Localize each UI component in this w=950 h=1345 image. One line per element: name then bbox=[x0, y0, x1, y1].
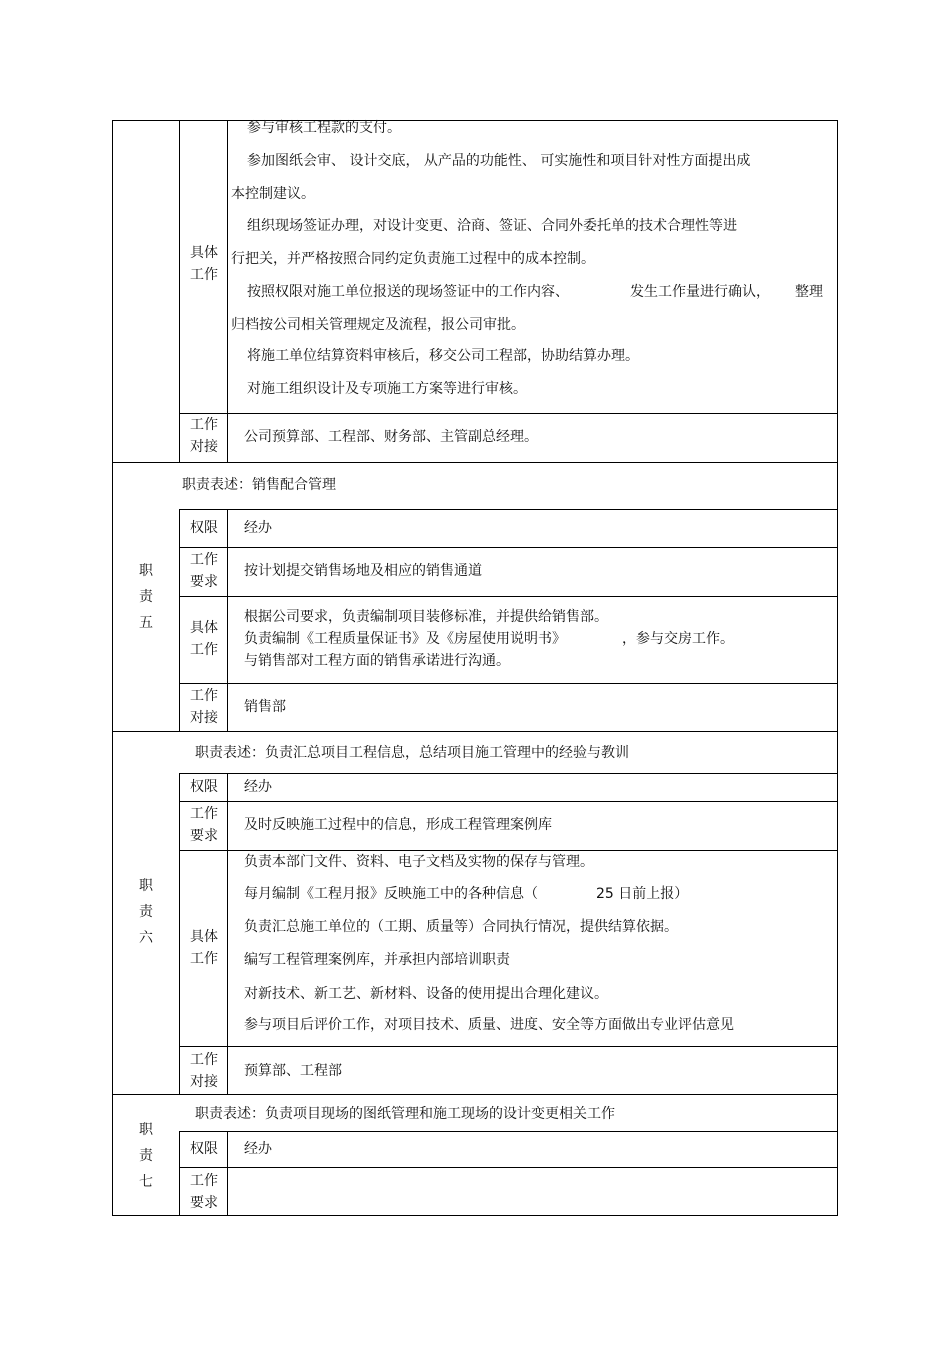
authority-value: 经办 bbox=[244, 520, 272, 536]
requirement-label: 工作 要求 bbox=[190, 1173, 218, 1211]
contact-label: 工作 对接 bbox=[190, 1052, 218, 1090]
contact-value: 公司预算部、工程部、财务部、主管副总经理。 bbox=[244, 429, 538, 445]
authority-value: 经办 bbox=[244, 1141, 272, 1157]
duty6-title: 职 责 六 bbox=[139, 878, 153, 946]
work-line: 将施工单位结算资料审核后，移交公司工程部，协助结算办理。 bbox=[247, 348, 639, 364]
work-line: 负责本部门文件、资料、电子文档及实物的保存与管理。 bbox=[244, 854, 594, 870]
requirement-value: 及时反映施工过程中的信息，形成工程管理案例库 bbox=[244, 817, 552, 833]
contact-value: 预算部、工程部 bbox=[244, 1063, 342, 1079]
work-line: 归档按公司相关管理规定及流程，报公司审批。 bbox=[231, 317, 525, 333]
work-label: 具体 工作 bbox=[190, 929, 218, 967]
work-line: 每月编制《工程月报》反映施工中的各种信息（ bbox=[244, 886, 538, 902]
work-line: 发生工作量进行确认， bbox=[630, 284, 770, 300]
requirement-label: 工作 要求 bbox=[190, 552, 218, 590]
work-line: 根据公司要求，负责编制项目装修标准，并提供给销售部。 bbox=[244, 609, 608, 625]
requirement-label: 工作 要求 bbox=[190, 806, 218, 844]
work-line: 与销售部对工程方面的销售承诺进行沟通。 bbox=[244, 653, 510, 669]
work-line: 组织现场签证办理，对设计变更、洽商、签证、合同外委托单的技术合理性等进 bbox=[247, 218, 737, 234]
authority-label: 权限 bbox=[190, 520, 218, 536]
duty7-desc: 职责表述：负责项目现场的图纸管理和施工现场的设计变更相关工作 bbox=[195, 1106, 615, 1122]
work-line: 本控制建议。 bbox=[231, 186, 315, 202]
work-line: 按照权限对施工单位报送的现场签证中的工作内容、 bbox=[247, 284, 569, 300]
requirement-value: 按计划提交销售场地及相应的销售通道 bbox=[244, 563, 482, 579]
work-line: 编写工程管理案例库，并承担内部培训职责 bbox=[244, 952, 510, 968]
work-line: 行把关，并严格按照合同约定负责施工过程中的成本控制。 bbox=[231, 251, 595, 267]
authority-label: 权限 bbox=[190, 779, 218, 795]
work-label: 具体 工作 bbox=[190, 245, 218, 283]
duty5-title: 职 责 五 bbox=[139, 563, 153, 631]
duty7-title: 职 责 七 bbox=[139, 1122, 153, 1190]
contact-value: 销售部 bbox=[244, 699, 286, 715]
authority-label: 权限 bbox=[190, 1141, 218, 1157]
work-line: 25 日前上报） bbox=[596, 886, 689, 902]
contact-label: 工作 对接 bbox=[190, 417, 218, 455]
work-line: 参与审核工程款的支付。 bbox=[247, 120, 401, 136]
work-line: 整理 bbox=[795, 284, 823, 300]
work-line: 对施工组织设计及专项施工方案等进行审核。 bbox=[247, 381, 527, 397]
duty6-desc: 职责表述：负责汇总项目工程信息，总结项目施工管理中的经验与教训 bbox=[195, 745, 629, 761]
work-line: 负责编制《工程质量保证书》及《房屋使用说明书》 bbox=[244, 631, 566, 647]
work-label: 具体 工作 bbox=[190, 620, 218, 658]
authority-value: 经办 bbox=[244, 779, 272, 795]
work-line: 参与项目后评价工作，对项目技术、质量、进度、安全等方面做出专业评估意见 bbox=[244, 1017, 734, 1033]
work-line: 负责汇总施工单位的（工期、质量等）合同执行情况，提供结算依据。 bbox=[244, 919, 678, 935]
duty5-desc: 职责表述：销售配合管理 bbox=[182, 477, 336, 493]
work-line: ，参与交房工作。 bbox=[622, 631, 734, 647]
work-line: 参加图纸会审、 设计交底， 从产品的功能性、 可实施性和项目针对性方面提出成 bbox=[247, 153, 751, 169]
contact-label: 工作 对接 bbox=[190, 688, 218, 726]
work-line: 对新技术、新工艺、新材料、设备的使用提出合理化建议。 bbox=[244, 986, 608, 1002]
